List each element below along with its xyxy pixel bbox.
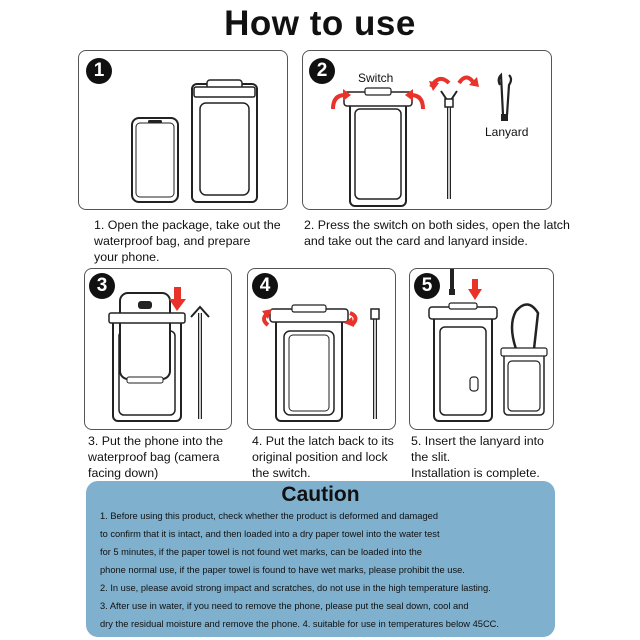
step-3-badge: 3 xyxy=(89,273,115,299)
lanyard-label: Lanyard xyxy=(485,125,529,139)
open-switch-illustration xyxy=(303,51,553,211)
phone-and-bag-illustration xyxy=(79,51,289,211)
caution-box xyxy=(86,481,555,637)
step-4-panel xyxy=(247,268,396,430)
caution-line: phone normal use, if the paper towel is found to have wet marks, please prohibit the use. xyxy=(100,565,465,575)
caution-line: dry the residual moisture and remove the phone. 4. suitable for use in temperatures below 45CC. xyxy=(100,619,499,629)
step-5-panel xyxy=(409,268,554,430)
step-5-badge: 5 xyxy=(414,273,440,299)
step-1-badge: 1 xyxy=(86,58,112,84)
caution-line: for 5 minutes, if the paper towel is not found wet marks, can be loaded into the xyxy=(100,547,422,557)
caution-line: 3. After use in water, if you need to remove the phone, please put the seal down, cool and xyxy=(100,601,469,611)
step-3-caption: 3. Put the phone into the waterproof bag (camera facing down) xyxy=(88,434,224,480)
step-2-badge: 2 xyxy=(309,58,335,84)
step-1-panel xyxy=(78,50,288,210)
step-1-caption: 1. Open the package, take out the waterproof bag, and prepare your phone. xyxy=(94,218,281,264)
step-4-caption: 4. Put the latch back to its original position and lock the switch. xyxy=(252,434,394,480)
switch-label: Switch xyxy=(358,71,394,85)
step-2-caption: 2. Press the switch on both sides, open the latch and take out the card and lanyard inside. xyxy=(304,218,570,248)
caution-line: 2. In use, please avoid strong impact and scratches, do not use in the high temperature lasting. xyxy=(100,583,491,593)
caution-title: Caution xyxy=(281,483,360,506)
insert-phone-illustration xyxy=(85,269,233,431)
page-title: How to use xyxy=(224,4,416,43)
step-5-caption: 5. Insert the lanyard into the slit. Installation is complete. xyxy=(411,434,544,480)
caution-line: to confirm that it is intact, and then loaded into a dry paper towel into the water test xyxy=(100,529,440,539)
insert-lanyard-illustration xyxy=(410,269,555,431)
step-3-panel xyxy=(84,268,232,430)
lock-latch-illustration xyxy=(248,269,397,431)
step-2-panel xyxy=(302,50,552,210)
caution-line: 1. Before using this product, check whether the product is deformed and damaged xyxy=(100,511,438,521)
step-4-badge: 4 xyxy=(252,273,278,299)
